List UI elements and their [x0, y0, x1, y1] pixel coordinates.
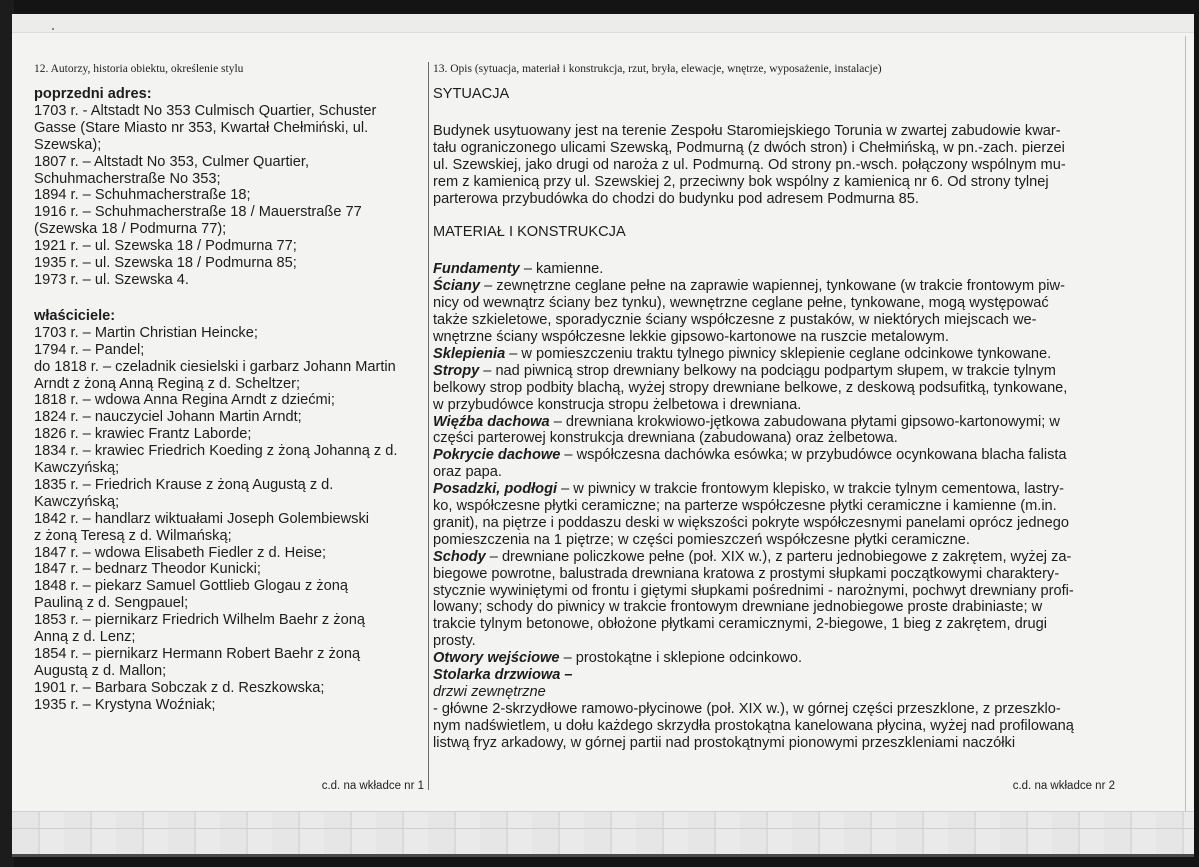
owner-line: Pauliną z d. Sengpauel;	[34, 595, 189, 612]
owner-line: Augustą z d. Mallon;	[34, 662, 167, 679]
material-line: Sklepienia – w pomieszczeniu traktu tylnego piwnicy sklepienie ceglane odcinkowe tynkowane.	[433, 345, 1052, 362]
owner-line: 1703 r. – Martin Christian Heincke;	[34, 324, 258, 341]
material-list	[433, 261, 1115, 751]
field-caption-13: 13. Opis (sytuacja, materiał i konstrukcja, rzut, bryła, elewacje, wnętrze, wyposażenie, instalacje)	[433, 63, 882, 75]
continued-note-right: c.d. na wkładce nr 2	[1012, 780, 1115, 792]
term-label: Sklepienia	[433, 345, 506, 362]
term-label: Ściany	[433, 278, 481, 295]
owner-line: 1935 r. – Krystyna Woźniak;	[34, 696, 216, 713]
material-line: Pokrycie dachowe – współczesna dachówka esówka; w przybudówce ocynkowana blacha falista	[433, 447, 1067, 464]
owner-line: Kawczyńską;	[34, 493, 120, 510]
previous-address-list	[34, 103, 424, 289]
text-line: tału ograniczonego ulicami Szewską, Podmurną (z dwóch stron) i Chełmińską, w pn.-zach. pierzei	[433, 139, 1065, 156]
material-line: Otwory wejściowe – prostokątne i sklepione odcinkowo.	[433, 650, 803, 667]
term-label: Stolarka drzwiowa –	[433, 667, 573, 684]
material-line: lowany; schody do piwnicy w trakcie frontowym drewniane jednobiegowe proste drabiniaste; w	[433, 599, 1043, 616]
address-line: Gasse (Stare Miasto nr 353, Kwartał Chełmiński, ul.	[34, 119, 369, 136]
owner-line: Kawczyńską;	[34, 460, 120, 477]
field-caption-12: 12. Autorzy, historia obiektu, określenie stylu	[34, 63, 244, 75]
address-line: 1973 r. – ul. Szewska 4.	[34, 271, 189, 288]
material-line: oraz papa.	[433, 464, 502, 481]
owner-line: 1794 r. – Pandel;	[34, 341, 145, 358]
owner-line: 1835 r. – Friedrich Krause z żoną Augustą z d.	[34, 476, 334, 493]
owner-line: 1854 r. – piernikarz Hermann Robert Baehr z żoną	[34, 646, 361, 662]
material-line: Więźba dachowa – drewniana krokwiowo-jętkowa zabudowana płytami gipsowo-kartonowymi; w	[433, 413, 1060, 430]
text-line: rem z kamienicą przy ul. Szewskiej 2, przeciwny bok wspólny z kamienicą nr 6. Od strony tylnej	[433, 173, 1049, 190]
situation-paragraph	[433, 123, 1115, 208]
material-line: Schody – drewniane policzkowe pełne (poł. XIX w.), z parteru jednobiegowe z zakrętem, wyżej za-	[433, 548, 1072, 565]
term-label: Stropy	[433, 362, 480, 379]
owner-line: 1818 r. – wdowa Anna Regina Arndt z dziećmi;	[34, 392, 335, 409]
address-line: Szewska);	[34, 136, 102, 153]
term-label: Więźba dachowa	[433, 413, 550, 430]
address-line: 1916 r. – Schuhmacherstraße 18 / Mauerstraße 77	[34, 204, 362, 221]
previous-address-heading: poprzedni adres:	[34, 86, 152, 102]
material-line: Stropy – nad piwnicą strop drewniany belkowy na podciągu podpartym słupem, w trakcie tylnym	[433, 362, 1056, 379]
material-line: prosty.	[433, 633, 476, 650]
term-label: Fundamenty	[433, 261, 520, 278]
sleeve-strip	[12, 811, 1194, 857]
material-line: granit), na piętrze i poddaszu deski w większości pokryte współczesnymi panelami oprócz jednego	[433, 514, 1069, 531]
owner-line: 1853 r. – piernikarz Friedrich Wilhelm Baehr z żoną	[34, 612, 365, 629]
page-top-strip	[12, 14, 1194, 33]
owner-line: 1826 r. – krawiec Frantz Laborde;	[34, 426, 252, 443]
material-line	[433, 667, 1115, 684]
door-line: listwą fryz arkadowy, w górnej partii nad prostokątnymi pionowymi przeszkleniami naczółki	[433, 734, 1016, 751]
material-line: belkowy strop podbity blachą, wyżej stropy drewniane belkowe, z deskową podsufitką, tynkowane,	[433, 379, 1068, 396]
door-line: - główne 2-skrzydłowe ramowo-płycinowe (poł. XIX w.), w górnej części przeszklone, z przeszklo-	[433, 700, 1061, 717]
text-line: Budynek usytuowany jest na terenie Zespołu Staromiejskiego Torunia w zwartej zabudowie kwar-	[433, 122, 1061, 139]
owner-line: 1824 r. – nauczyciel Johann Martin Arndt;	[34, 409, 302, 426]
description-column	[433, 62, 1115, 752]
scan-speck	[52, 28, 54, 30]
material-line: w przybudówce konstrucja stropu żelbetowa i drewniana.	[433, 396, 802, 413]
address-line: 1894 r. – Schuhmacherstraße 18;	[34, 187, 251, 204]
term-label: Posadzki, podłogi	[433, 481, 558, 498]
material-line: Fundamenty – kamienne.	[433, 261, 604, 278]
history-column	[34, 62, 424, 714]
owner-line: Arndt z żoną Anną Reginą z d. Scheltzer;	[34, 375, 301, 392]
owner-line: 1848 r. – piekarz Samuel Gottlieb Glogau z żoną	[34, 578, 348, 595]
material-line: Ściany – zewnętrzne ceglane pełne na zaprawie wapiennej, tynkowane (w trakcie frontowym piw-	[433, 278, 1065, 295]
owner-line: 1847 r. – bednarz Theodor Kunicki;	[34, 561, 261, 578]
address-line: 1921 r. – ul. Szewska 18 / Podmurna 77;	[34, 238, 297, 255]
owners-heading: właściciele:	[34, 307, 116, 324]
address-line: Schuhmacherstraße No 353;	[34, 170, 221, 187]
term-label: Pokrycie dachowe	[433, 447, 561, 464]
material-line: biegowe powrotne, balustrada drewniana kratowa z prostymi słupkami początkowymi charaktery-	[433, 565, 1060, 582]
address-line: 1935 r. – ul. Szewska 18 / Podmurna 85;	[34, 255, 297, 272]
address-line: 1807 r. – Altstadt No 353, Culmer Quartier,	[34, 153, 309, 170]
door-subheading: drzwi zewnętrzne	[433, 684, 546, 700]
address-line: 1703 r. - Altstadt No 353 Culmisch Quartier, Schuster	[34, 102, 377, 119]
text-line: ul. Szewskiej, jako drugi od naroża z ul. Podmurną. Od strony pn.-wsch. połączony wspólnym mu-	[433, 156, 1066, 173]
term-label: Schody	[433, 548, 486, 565]
material-line: ko, współczesne płytki ceramiczne; na parterze współczesne płytki ceramiczne i kamienne (m.in.	[433, 498, 1057, 515]
material-heading: MATERIAŁ I KONSTRUKCJA	[433, 224, 626, 241]
term-label: Otwory wejściowe	[433, 650, 560, 667]
address-line: (Szewska 18 / Podmurna 77);	[34, 221, 227, 238]
material-line: wnętrzne ściany współczesne lekkie gipsowo-kartonowe na ruszcie metalowym.	[433, 328, 949, 345]
continued-note-left: c.d. na wkładce nr 1	[321, 780, 424, 792]
material-line: nicy od wewnątrz ściany bez tynku), wewnętrzne ceglane pełne, tynkowane, mogą występować	[433, 295, 1049, 312]
material-line: pomieszczenia na 1 piętrze; w części pomieszczeń współczesne płytki ceramiczne.	[433, 531, 970, 548]
owner-line: do 1818 r. – czeladnik ciesielski i garbarz Johann Martin	[34, 358, 396, 375]
owner-line: 1847 r. – wdowa Elisabeth Fiedler z d. Heise;	[34, 544, 327, 561]
material-line: trakcie tylnym betonowe, obłożone płytkami ceramicznymi, 2-biegowe, 1 bieg z zakrętem, drugi	[433, 616, 1048, 633]
material-line: części parterowej konstrukcja drewniana (zabudowana) oraz żelbetowa.	[433, 430, 898, 447]
owner-line: 1834 r. – krawiec Friedrich Koeding z żoną Johanną z d.	[34, 443, 398, 460]
column-divider	[428, 62, 429, 790]
material-line: stycznie wywiniętymi od frontu i giętymi słupkami pośrednimi - narożnymi, pochwyt drewniany profi-	[433, 582, 1074, 599]
material-line: także szkieletowe, sporadycznie ściany współczesne z pustaków, w niektórych miejscach we-	[433, 312, 1037, 329]
text-line: parterowa przybudówka do chodzi do budynku pod adresem Podmurna 85.	[433, 190, 919, 207]
owners-list	[34, 325, 424, 714]
owner-line: Anną z d. Lenz;	[34, 629, 136, 646]
owner-line: z żoną Teresą z d. Wilmańską;	[34, 527, 232, 544]
door-line: nym nadświetlem, u dołu każdego skrzydła prostokątna kanelowana płycina, wyżej nad profilowaną	[433, 717, 1074, 734]
page-border-right	[1185, 36, 1186, 826]
material-line: Posadzki, podłogi – w piwnicy w trakcie frontowym klepisko, w trakcie tylnym cementowa, lastry-	[433, 481, 1064, 498]
owner-line: 1901 r. – Barbara Sobczak z d. Reszkowska;	[34, 679, 325, 696]
situation-heading: SYTUACJA	[433, 86, 510, 102]
owner-line: 1842 r. – handlarz wiktuałami Joseph Golembiewski	[34, 510, 370, 527]
